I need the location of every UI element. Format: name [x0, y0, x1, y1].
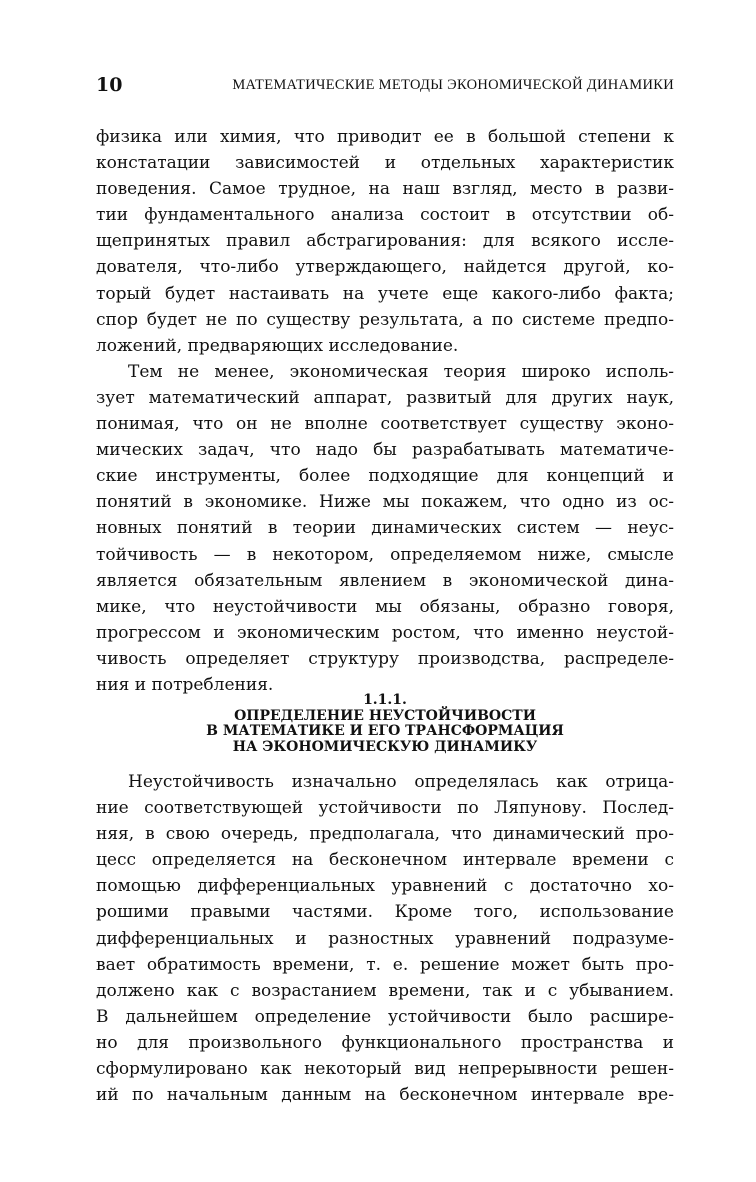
- paragraph-2: [96, 359, 674, 698]
- text-line: прогрессом и экономическим ростом, что именно неустой-: [96, 622, 674, 643]
- running-title: МАТЕМАТИЧЕСКИЕ МЕТОДЫ ЭКОНОМИЧЕСКОЙ ДИНАМИКИ: [232, 77, 674, 93]
- section-title-line: В МАТЕМАТИКЕ И ЕГО ТРАНСФОРМАЦИЯ: [206, 723, 564, 739]
- section-title-line: НА ЭКОНОМИЧЕСКУЮ ДИНАМИКУ: [232, 738, 538, 755]
- text-line: няя, в свою очередь, предполагала, что динамический про-: [96, 824, 674, 845]
- text-line: дифференциальных и разностных уравнений подразуме-: [96, 928, 674, 949]
- text-line: новных понятий в теории динамических систем — неус-: [96, 518, 674, 539]
- text-line: ние соответствующей устойчивости по Ляпунову. Послед-: [96, 798, 674, 819]
- text-line: ские инструменты, более подходящие для концепций и: [96, 466, 674, 487]
- text-line: зует математический аппарат, развитый для других наук,: [96, 387, 674, 408]
- text-line: вает обратимость времени, т. е. решение может быть про-: [96, 954, 674, 975]
- text-line: поведения. Самое трудное, на наш взгляд, место в разви-: [96, 179, 674, 200]
- text-line: щепринятых правил абстрагирования: для всякого иссле-: [96, 231, 674, 252]
- text-line: торый будет настаивать на учете еще какого-либо факта;: [96, 283, 674, 304]
- text-line: В дальнейшем определение устойчивости было расшире-: [96, 1006, 674, 1027]
- section-number: 1.1.1.: [363, 692, 407, 708]
- text-line: констатации зависимостей и отдельных характеристик: [96, 153, 674, 174]
- text-line: понятий в экономике. Ниже мы покажем, что одно из ос-: [96, 492, 674, 513]
- paragraph-3: [96, 769, 674, 1108]
- text-line: тии фундаментального анализа состоит в отсутствии об-: [96, 205, 674, 226]
- text-line: ния и потребления.: [96, 674, 274, 695]
- text-line: чивость определяет структуру производства, распределе-: [96, 648, 674, 669]
- text-line: цесс определяется на бесконечном интервале времени с: [96, 850, 674, 871]
- text-line: Неустойчивость изначально определялась как отрица-: [128, 772, 674, 792]
- body-text-upper: [96, 124, 674, 698]
- page-number: 10: [96, 74, 123, 96]
- text-line: является обязательным явлением в экономической дина-: [96, 570, 674, 591]
- section-heading: [96, 693, 674, 755]
- text-line: понимая, что он не вполне соответствует существу эконо-: [96, 414, 674, 435]
- text-line: мических задач, что надо бы разрабатывать математиче-: [96, 440, 674, 461]
- section-title-line: ОПРЕДЕЛЕНИЕ НЕУСТОЙЧИВОСТИ: [234, 707, 536, 724]
- text-line: физика или химия, что приводит ее в большой степени к: [96, 127, 674, 147]
- text-line: должено как с возрастанием времени, так и с убыванием.: [96, 980, 674, 1001]
- paragraph-1: [96, 124, 674, 359]
- text-line: помощью дифференциальных уравнений с достаточно хо-: [96, 876, 674, 897]
- text-line: дователя, что-либо утверждающего, найдется другой, ко-: [96, 257, 674, 278]
- text-line: ий по начальным данным на бесконечном интервале вре-: [96, 1085, 674, 1106]
- text-line: рошими правыми частями. Кроме того, использование: [96, 902, 674, 923]
- running-header: [96, 74, 674, 98]
- text-line: сформулировано как некоторый вид непрерывности решен-: [96, 1059, 674, 1080]
- text-line: но для произвольного функционального пространства и: [96, 1032, 674, 1053]
- text-line: ложений, предваряющих исследование.: [96, 335, 459, 356]
- text-line: тойчивость — в некотором, определяемом ниже, смысле: [96, 544, 674, 565]
- text-line: спор будет не по существу результата, а по системе предпо-: [96, 309, 674, 330]
- body-text-lower: [96, 769, 674, 1108]
- text-line: Тем не менее, экономическая теория широко исполь-: [128, 361, 674, 382]
- text-line: мике, что неустойчивости мы обязаны, образно говоря,: [96, 596, 674, 617]
